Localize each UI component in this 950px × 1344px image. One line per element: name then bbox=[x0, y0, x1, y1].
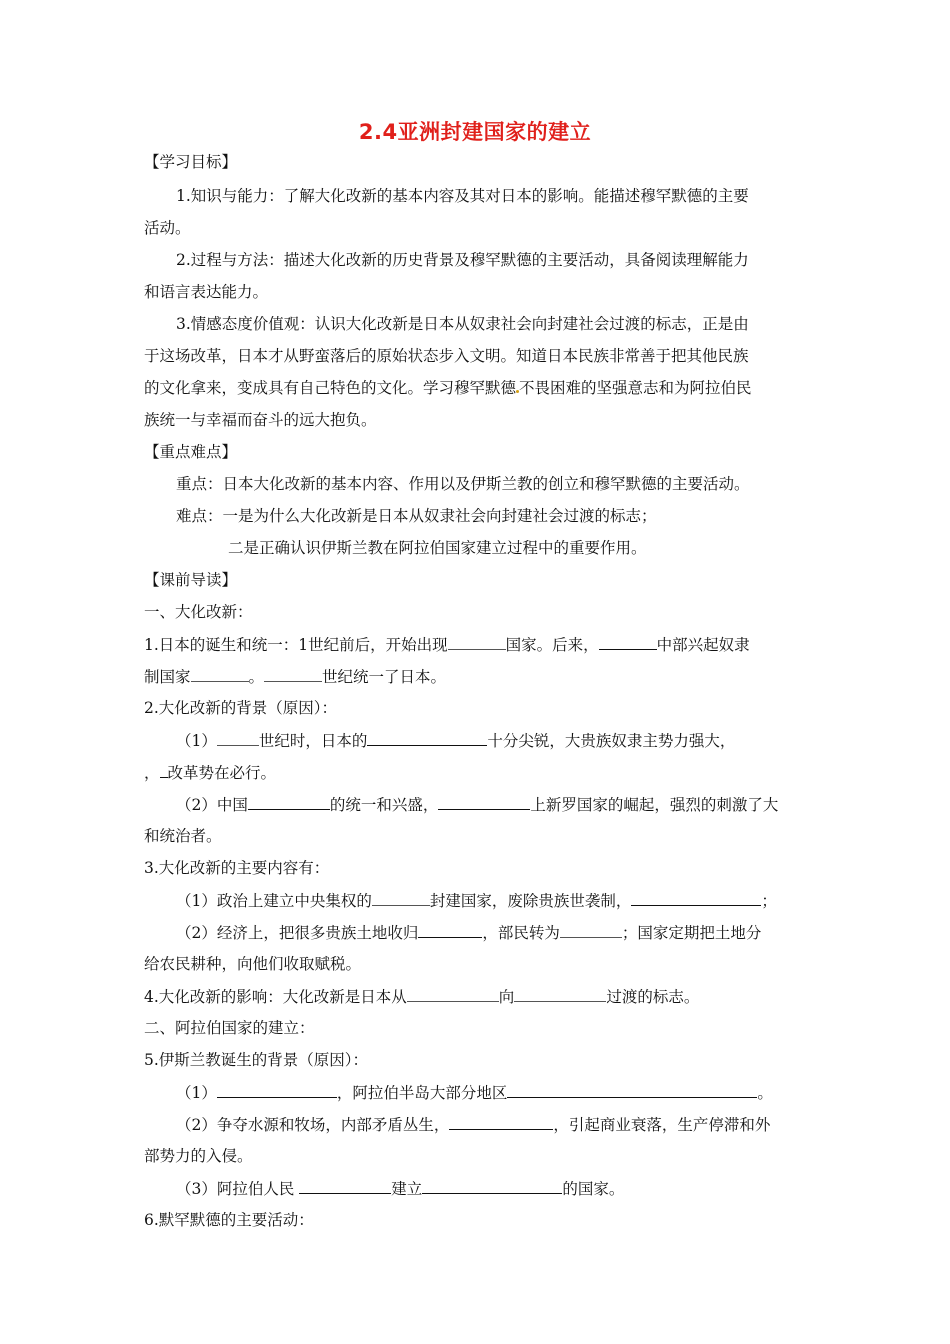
question-6-heading: 6.默罕默德的主要活动： bbox=[144, 1211, 314, 1229]
q5-1-text-a: （1） bbox=[176, 1084, 217, 1102]
goal-3-line-2: 于这场改革，日本才从野蛮落后的原始状态步入文明。知道日本民族非常善于把其他民族 bbox=[144, 347, 749, 365]
blank-q5-3[interactable] bbox=[449, 1114, 553, 1130]
blank-q5-1[interactable] bbox=[217, 1082, 337, 1098]
q3-2-text-c: ；国家定期把土地分 bbox=[621, 924, 762, 942]
section-header-preview: 【课前导读】 bbox=[144, 571, 238, 589]
part-2-heading: 二、阿拉伯国家的建立： bbox=[144, 1019, 315, 1037]
blank-q2-2[interactable] bbox=[367, 730, 487, 746]
q5-1-text-c: 。 bbox=[757, 1084, 773, 1102]
question-4 bbox=[144, 986, 814, 1007]
q5-3-text-c: 的国家。 bbox=[562, 1180, 625, 1198]
question-2-item-2-line-1 bbox=[176, 794, 846, 815]
q5-3-text-a: （3）阿拉伯人民 bbox=[176, 1180, 300, 1198]
q3-1-text-b: 封建国家，废除贵族世袭制， bbox=[429, 892, 632, 910]
question-2-item-1-line-2 bbox=[144, 762, 814, 783]
question-5-item-2-line-2: 部势力的入侵。 bbox=[144, 1147, 253, 1165]
q5-1-text-b: ，阿拉伯半岛大部分地区 bbox=[336, 1084, 508, 1102]
document-title: 2.4亚洲封建国家的建立 bbox=[358, 120, 592, 144]
question-2-item-2-line-2: 和统治者。 bbox=[144, 827, 222, 845]
question-5-heading: 5.伊斯兰教诞生的背景（原因）： bbox=[144, 1051, 369, 1069]
q3-2-text-b: ，部民转为 bbox=[482, 924, 560, 942]
blank-q3-1[interactable] bbox=[372, 890, 430, 906]
q2-1-text-a: （1） bbox=[176, 732, 217, 750]
blank-q5-5[interactable] bbox=[422, 1178, 562, 1194]
q1-text-c: 中部兴起奴隶 bbox=[656, 636, 750, 654]
q1-text-f: 世纪统一了日本。 bbox=[322, 668, 447, 686]
question-5-item-3 bbox=[176, 1178, 846, 1199]
q5-3-text-b: 建立 bbox=[391, 1180, 423, 1198]
blank-q4-2[interactable] bbox=[514, 986, 606, 1002]
q4-text-b: 向 bbox=[498, 988, 515, 1006]
section-header-goals: 【学习目标】 bbox=[144, 153, 238, 171]
q2-2-text-a: （2）中国 bbox=[176, 796, 248, 814]
question-5-item-2-line-1 bbox=[176, 1114, 846, 1135]
q3-1-text-a: （1）政治上建立中央集权的 bbox=[176, 892, 372, 910]
q2-1-text-e: 改革势在必行。 bbox=[167, 764, 277, 782]
q5-2-text-a: （2）争夺水源和牧场，内部矛盾丛生， bbox=[176, 1116, 450, 1134]
goal-1-line-2: 活动。 bbox=[144, 219, 191, 237]
q1-text-d: 制国家 bbox=[144, 668, 191, 686]
section-header-keypoints: 【重点难点】 bbox=[144, 443, 238, 461]
blank-q2-1[interactable] bbox=[217, 730, 259, 746]
keypoint-difficulty-2: 二是正确认识伊斯兰教在阿拉伯国家建立过程中的重要作用。 bbox=[228, 539, 647, 557]
blank-q3-4[interactable] bbox=[560, 922, 622, 938]
q5-2-text-b: ，引起商业衰落，生产停滞和外 bbox=[553, 1116, 771, 1134]
goal-3-line-3 bbox=[144, 378, 814, 398]
blank-q2-5[interactable] bbox=[438, 794, 530, 810]
blank-q2-3[interactable] bbox=[160, 762, 168, 778]
q1-text-b: 国家。后来， bbox=[505, 636, 599, 654]
blank-q3-3[interactable] bbox=[418, 922, 482, 938]
q2-1-text-d: ， bbox=[144, 764, 160, 782]
blank-q3-2[interactable] bbox=[631, 890, 761, 906]
question-3-item-2-line-2: 给农民耕种，向他们收取赋税。 bbox=[144, 955, 362, 973]
question-1-line-2 bbox=[144, 666, 814, 687]
blank-q5-4[interactable] bbox=[299, 1178, 391, 1194]
goal-3-line-4: 族统一与幸福而奋斗的远大抱负。 bbox=[144, 411, 377, 429]
blank-q2-4[interactable] bbox=[248, 794, 330, 810]
goal-2-line-2: 和语言表达能力。 bbox=[144, 283, 269, 301]
q3-1-text-c: ； bbox=[761, 892, 777, 910]
keypoint-focus: 重点：日本大化改新的基本内容、作用以及伊斯兰教的创立和穆罕默德的主要活动。 bbox=[176, 475, 750, 493]
q1-text-e: 。 bbox=[248, 668, 265, 686]
question-2-heading: 2.大化改新的背景（原因）： bbox=[144, 699, 338, 717]
q4-text-c: 过渡的标志。 bbox=[606, 988, 700, 1006]
q3-2-text-a: （2）经济上，把很多贵族土地收归 bbox=[176, 924, 419, 942]
blank-q5-2[interactable] bbox=[507, 1082, 757, 1098]
blank-q4-1[interactable] bbox=[407, 986, 499, 1002]
q2-2-text-b: 的统一和兴盛， bbox=[329, 796, 439, 814]
question-3-item-1 bbox=[176, 890, 846, 911]
question-2-item-1-line-1 bbox=[176, 730, 846, 751]
goal-3-line-3-part-1: 的文化拿来，变成具有自己特色的文化。学习穆罕默德 bbox=[144, 379, 517, 397]
blank-q1-1[interactable] bbox=[448, 634, 506, 650]
q2-1-text-c: 十分尖锐，大贵族奴隶主势力强大， bbox=[487, 732, 736, 750]
goal-1-line-1: 1.知识与能力：了解大化改新的基本内容及其对日本的影响。能描述穆罕默德的主要 bbox=[176, 187, 749, 205]
blank-q1-4[interactable] bbox=[264, 666, 322, 682]
question-3-item-2-line-1 bbox=[176, 922, 846, 943]
q1-text-a: 1.日本的诞生和统一：1世纪前后，开始出现 bbox=[144, 636, 448, 654]
goal-3-line-1: 3.情感态度价值观：认识大化改新是日本从奴隶社会向封建社会过渡的标志，正是由 bbox=[176, 315, 749, 333]
q2-1-text-b: 世纪时，日本的 bbox=[258, 732, 368, 750]
question-1-line-1 bbox=[144, 634, 814, 655]
goal-3-line-3-part-2: 不畏困难的坚强意志和为阿拉伯民 bbox=[519, 379, 752, 397]
q2-2-text-c: 上新罗国家的崛起，强烈的刺激了大 bbox=[530, 796, 779, 814]
q4-text-a: 4.大化改新的影响：大化改新是日本从 bbox=[144, 988, 407, 1006]
part-1-heading: 一、大化改新： bbox=[144, 603, 253, 621]
question-5-item-1 bbox=[176, 1082, 846, 1103]
question-3-heading: 3.大化改新的主要内容有： bbox=[144, 859, 330, 877]
blank-q1-3[interactable] bbox=[191, 666, 249, 682]
goal-2-line-1: 2.过程与方法：描述大化改新的历史背景及穆罕默德的主要活动，具备阅读理解能力 bbox=[176, 251, 749, 269]
keypoint-difficulty-1: 难点：一是为什么大化改新是日本从奴隶社会向封建社会过渡的标志； bbox=[176, 507, 657, 525]
blank-q1-2[interactable] bbox=[599, 634, 657, 650]
